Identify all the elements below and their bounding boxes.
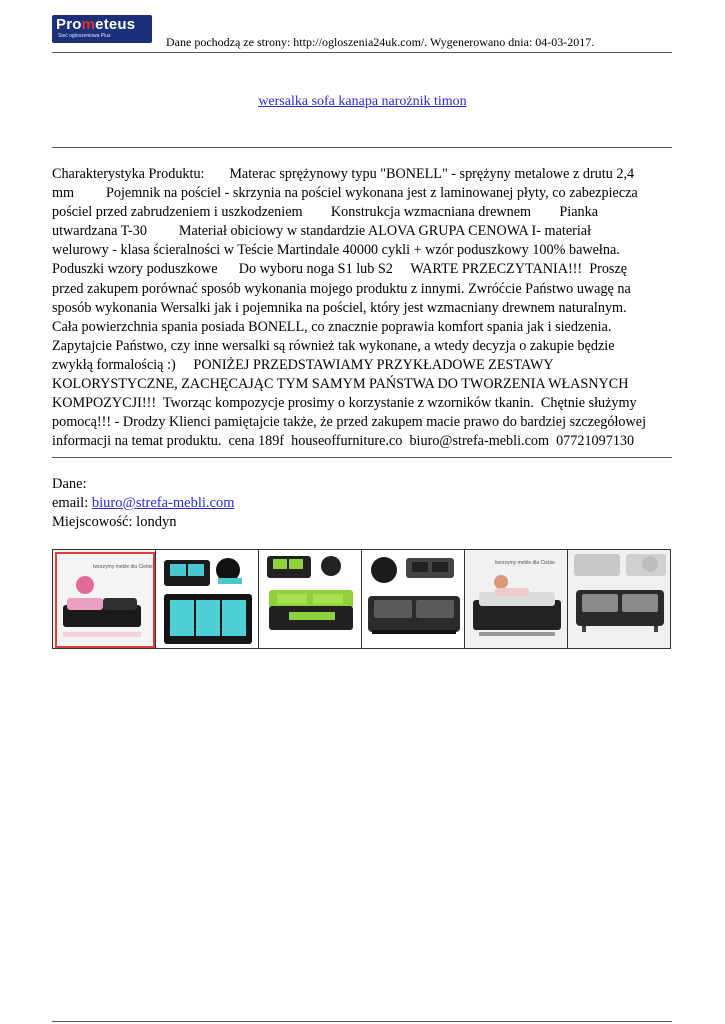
description-line: pomocą!!! - Drodzy Klienci pamiętajcie także, że przed zakupem macie prawo do bardziej szczegółowej [52, 414, 647, 431]
description-line: przed zakupem porównać sposób wykonania mojego produktu z innymi. Zwróćcie Państwo uwagę na [52, 280, 631, 297]
contact-block [52, 475, 234, 531]
city-label: Miejscowość: [52, 513, 137, 530]
header-divider [52, 52, 672, 53]
page-title [0, 94, 725, 110]
divider-top [52, 147, 672, 148]
gallery-thumb-3[interactable] [258, 549, 362, 649]
divider-bottom [52, 457, 672, 458]
gallery-thumb-6[interactable] [567, 549, 671, 649]
photo-gallery [52, 549, 673, 649]
logo-tagline: Sieć ogłoszeniowa Plus [58, 33, 111, 39]
gallery-thumb-4[interactable] [361, 549, 465, 649]
description-line: Cała powierzchnia spania posiada BONELL, co znacznie poprawia komfort spania jak i siedzenia. [52, 318, 612, 335]
description-line: informacji na temat produktu. cena 189f houseoffurniture.co biuro@strefa-mebli.com 07721097130 [52, 433, 635, 450]
description-line: Poduszki wzory poduszkowe Do wyboru noga S1 lub S2 WARTE PRZECZYTANIA!!! Proszę [52, 261, 628, 278]
description-line: Zapytajcie Państwo, czy inne wersalki są również tak wykonane, a wtedy decyzja o zakupie będzie [52, 337, 615, 354]
footer-divider [52, 1021, 672, 1022]
description-line: KOMPOZYCJI!!! Tworząc kompozycje prosimy o korzystanie z wzorników tkanin. Chętnie służymy [52, 395, 637, 412]
email-link[interactable]: biuro@strefa-mebli.com [91, 494, 235, 511]
title-link[interactable]: wersalka sofa kanapa narożnik timon [258, 94, 467, 109]
description-line: mm Pojemnik na pościel - skrzynia na pościel wykonana jest z laminowanej płyty, co zabezpiecza [52, 185, 638, 202]
product-description [52, 165, 676, 451]
gallery-thumb-2[interactable] [155, 549, 259, 649]
prometeus-logo [52, 15, 152, 43]
logo-brand-text: Prometeus [56, 16, 136, 33]
gallery-thumb-5[interactable] [464, 549, 568, 649]
description-line: welurowy - klasa ścieralności w Teście Martindale 40000 cykli + wzór poduszkowy 100% bawełna. [52, 242, 620, 259]
contact-label: Dane: [52, 476, 87, 492]
description-line: zwykłą formalością :) PONIŻEJ PRZEDSTAWIAMY PRZYKŁADOWE ZESTAWY [52, 356, 554, 373]
description-line: Charakterystyka Produktu: Materac sprężynowy typu "BONELL" - sprężyny metalowe z drutu 2,4 [52, 166, 635, 182]
description-line: KOLORYSTYCZNE, ZACHĘCAJĄC TYM SAMYM PAŃSTWA DO TWORZENIA WŁASNYCH [52, 376, 629, 393]
description-line: utwardzana T-30 Materiał obiciowy w standardzie ALOVA GRUPA CENOWA I- materiał [52, 223, 592, 240]
thumb-1-overlay: tworzymy meble dla Ciebie [93, 564, 153, 570]
contact-city-row [52, 513, 234, 532]
thumb-5-overlay: tworzymy meble dla Ciebie [495, 560, 555, 566]
contact-email-row [52, 494, 234, 513]
description-line: pościel przed zabrudzeniem i uszkodzeniem Konstrukcja wzmacniana drewnem Pianka [52, 204, 599, 221]
description-line: sposób wykonania Wersalki jak i pojemnika na pościel, który jest wzmacniany drewnem naturalnym. [52, 299, 627, 316]
source-header: Dane pochodzą ze strony: http://ogloszenia24uk.com/. Wygenerowano dnia: 04-03-2017. [166, 35, 595, 49]
gallery-thumb-1[interactable] [52, 549, 156, 649]
email-label: email: [52, 494, 92, 511]
city-value: londyn [136, 513, 177, 530]
